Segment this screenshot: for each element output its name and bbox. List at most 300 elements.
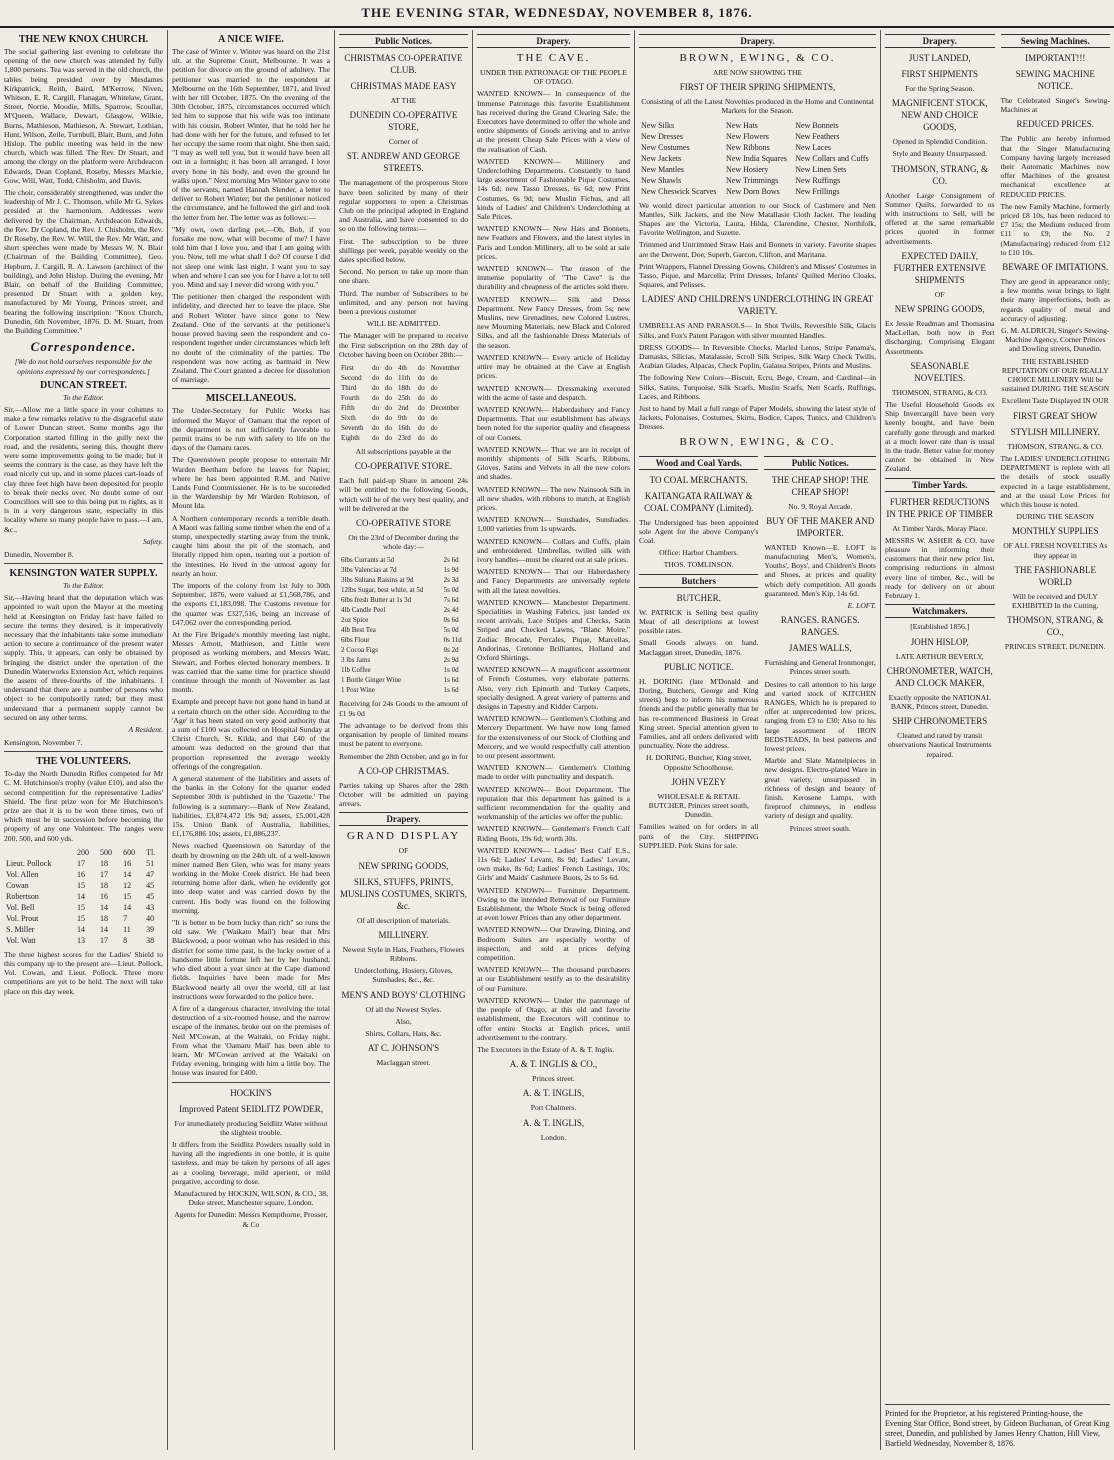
table-cell: 1s 6d (443, 686, 459, 695)
table-cell: 1 Post Wine (341, 686, 375, 695)
ad-text: OF (934, 289, 945, 299)
table-cell: 14 (77, 891, 86, 901)
lower-ads (639, 452, 876, 853)
ad-text: On the 23rd of December during the whole day:— (348, 533, 459, 552)
ad-text: Just to hand by Mail a full range of Paper Models, showing the latest style of Jackets, Polonaises, Costumes, Skirts, Bodice, Capes, Tunics, and Children's Dresses. (639, 404, 876, 432)
letter-salutation: To the Editor. (63, 580, 104, 590)
ad-heading: BROWN, EWING, & CO. (679, 435, 836, 448)
ad-subheading: A. & T. INGLIS, (522, 1088, 585, 1099)
ad-text: G. M. ALDRICH, Singer's Sewing-Machine Agency, Corner Princes and Dowling streets, Dunedin. (1001, 326, 1110, 354)
letter-title: KENSINGTON WATER SUPPLY. (9, 567, 158, 579)
ad-text: Port Chalmers. (530, 1103, 577, 1113)
table-header: Tl. (146, 847, 156, 857)
section-heading: Butchers (639, 574, 758, 588)
ad-text: The Public are hereby informed that the Singer Manufacturing Company having largely increased their Automatic Machines now offer Machines of the greatest mechanical excellence at REDUCED PRICES. (1000, 134, 1110, 199)
ad-text: Receiving for 24s Goods to the amount of £1 9s 0d (339, 699, 468, 718)
table-row (639, 164, 876, 175)
letter-signature: A Resident. (128, 725, 163, 734)
table-cell: Vol. Watt (6, 935, 36, 945)
table-cell: 6lbs Flour (341, 636, 370, 645)
ad-subheading: SILKS, STUFFS, PRINTS, MUSLINS COSTUMES, SKIRTS, &c. (340, 876, 467, 911)
table-cell: New Trimmings (725, 175, 779, 185)
letter-body: Sir,—Allow me a little space in your columns to make a few remarks relative to the disgraceful state of Lower Duncan street. Some months ago the Corporation started filling in the gully next the road, and the residents, seeing this, thought there were some improvements going to be made; but it seems the contrary is the case, as they have left the road nicely cut up, and in some places cart-loads of clay three feet high have been deposited for people to break their necks over. No doubt some of our Councillors will see to this being put to rights, as it is in a very dangerous state, especially in this locality where so many people have to pass.—I am, &c., (4, 404, 163, 534)
table-cell: 1lb Coffee (341, 666, 371, 675)
table-cell: New Laces (795, 142, 832, 152)
table-cell: 12 (123, 880, 132, 890)
wanted-notice: WANTED KNOWN— Under the patronage of the people of Otago, at this old and favorite establishment, the Executors will continue to offer entire Stocks at English prices, until advertisement to the contrary. (477, 995, 630, 1042)
wanted-notice: WANTED KNOWN— Manchester Department. Specialities in Washing Fabrics, just landed ex recent arrivals, Lace Stripes and Checks, Satin Striped and Checked Lawns, "Blanc Moire," Zodiac Brocade, Percales, Pique, Marcellas, Andorinas, Cretonne Brilliantes, Holland and Oxford Shirtings. (477, 597, 630, 662)
ad-text: ARE NOW SHOWING THE (712, 68, 803, 77)
table-row (339, 433, 468, 443)
ad-text: UMBRELLAS AND PARASOLS— In Shot Twills, Reversible Silk, Glacis Silks, and Fox's Patent Paragon with silver mounted Handles. (639, 321, 876, 340)
ad-subheading: THE CHEAP SHOP! THE CHEAP SHOP! (771, 474, 869, 497)
news-item: A general statement of the liabilities and assets of the banks in the Colony for the quarter ended September 30th is published in the 'Gazette.' The following is a summary:—Bank of New Zealand, liabilities, £3,874,472 19s 9d; assets, £5,001,428 15s. Union Bank of Australia, liabilities, £1,176,886 10s; assets, £1,886,237. (172, 774, 330, 839)
ad-subheading: A. & T. INGLIS, (522, 1117, 585, 1128)
ad-text: The Undersigned has been appointed sole Agent for the above Company's Coal. (639, 517, 759, 546)
table-cell: 6lbs fresh Butter at 1s 3d (341, 596, 412, 605)
ad-text: Princes street south. (789, 823, 851, 833)
ad-text: For immediately producing Seidlitz Water without the slightest trouble. (174, 1118, 328, 1137)
table-cell: do (417, 384, 425, 393)
wanted-notice: WANTED KNOWN— Gentlemen's Clothing and Mercery Department. We have now long famed for the extensiveness of our Stock of Clothing and Mercery, and we would respectfully call attention to our present assortment. (477, 714, 630, 761)
ad-text: Manufactured by HOCKIN, WILSON, & CO., 38, Duke street, Manchester square, London. (173, 1188, 329, 1208)
table-cell: do (430, 434, 438, 443)
table-row (4, 891, 163, 902)
table-row (339, 423, 468, 433)
ad-text: Families waited on for orders in all parts of the City. SHIPPING SUPPLIED. Pork Skins for sale. (639, 822, 759, 850)
table-cell: 39 (146, 924, 155, 934)
table-cell: S. Miller (6, 924, 35, 934)
ad-subheading: CHRISTMAS MADE EASY (350, 81, 457, 91)
ad-text: All subscriptions payable at the (355, 447, 452, 457)
section-heading: MISCELLANEOUS. (205, 393, 297, 405)
table-cell: Lieut. Pollock (6, 858, 52, 868)
ad-text: DRESS GOODS— In Reversible Checks, Marled Lenos, Stripe Panama's, Damasks, Silicias, Matalassie, Scroll Silk Stripes, Silk Warp Check Twills, Arabian Glades, Alpacas, Check Poplin, Galatea Stripes, Prints and Muslins. (639, 342, 876, 371)
table-cell: Fifth (341, 404, 355, 413)
wanted-notice: WANTED KNOWN— Sunshades, Sunshades. 1,000 varieties from 1s upwards. (477, 515, 630, 534)
ad-text: Maclaggan street. (376, 1058, 431, 1068)
table-cell: do (372, 364, 380, 373)
table-cell: 2s 6d (443, 556, 459, 565)
table-cell: 3lbs Valencias at 7d (341, 566, 397, 575)
table-cell: New Ruffings (795, 175, 841, 185)
ad-subheading: TO COAL MERCHANTS. (649, 474, 748, 485)
ad-subheading: JOHN VEZEY (671, 776, 727, 787)
table-cell: do (430, 394, 438, 403)
article-body: The choir, considerably strengthened, was under the leadership of Mr J. C. Thomson, while Mr G. Sykes presided at the harmonium. Addresses were delivered by the Chairman, Archdeacon Edwards, the Rev. Dr Copland, the Rev. J. Chisholm, the Rev. Dr Roseby, the Rev. W. Will, the Rev. Mr Watt, and short speeches were made by Messrs W. N. Blair (Chairman of the Building Committee), Geo. Hepburn, J. Cargill, R. A. Lawson (architect of the building), and John Hislop. During the evening, Mr Blair, on behalf of the Building Committee, presented Dr Stuart with a golden key, manufactured by Mr Young, Princes street, and bearing the following inscription: "Knox Church, Dunedin, 6th November, 1876. D. M. Stuart, from the Building Committee." (4, 188, 163, 336)
wanted-notice: WANTED KNOWN— Gentlemen's Clothing made to order with punctuality and despatch. (477, 763, 630, 782)
table-cell: 25th (397, 394, 411, 403)
table-row (639, 131, 876, 142)
section-heading: Timber Yards. (885, 478, 995, 492)
table-cell: do (372, 404, 380, 413)
ad-text: Trimmed and Untrimmed Straw Hats and Bonnets in variety. Favorite shapes are the Derwent, Doe, Superb, Garcon, Clifton, and Maritana. (639, 240, 876, 259)
wanted-notice: WANTED KNOWN— Gentlemen's French Calf Riding Boots, 19s 6d; worth 30s. (477, 824, 630, 843)
news-item: Example and precept have not gone hand in hand at a certain church on the other side. According to the 'Age' it has been stated on very good authority that a sum of £100 was collected on Hospital Sunday at Christ Church, St. Kilda, and that £40 of the amount was deducted on the ground that that proportion represented the average weekly offerings of the congregation. (172, 697, 330, 771)
table-cell: 1s 6d (443, 676, 459, 685)
ad-signature: E. LOFT. (847, 601, 876, 611)
news-item: The Under-Secretary for Public Works has informed the Mayor of Oamaru that the report of the department is not sufficiently favorable to permit trains to be run with safety to life on the days of the Oamaru races. (172, 406, 330, 453)
table-cell: New Silks (641, 120, 675, 130)
table-cell: do (430, 384, 438, 393)
table-header (4, 847, 75, 858)
ad-subheading: SEWING MACHINE NOTICE. (1015, 69, 1095, 91)
section-heading: Drapery. (339, 812, 468, 826)
table-cell: 2s 3d (443, 576, 459, 585)
news-item: News reached Queenstown on Saturday of the death by drowning on the 24th ult. of a well-known miner named Ben Glen, who was for many years working in the Moke Creek district. He had been returning home after dark, when he evidently got into deep water and was carried down by the current. His body was found on the following morning. (172, 841, 330, 915)
table-cell: do (417, 404, 425, 413)
wanted-notice: WANTED KNOWN— Dressmaking executed with the acme of taste and despatch. (477, 383, 630, 402)
table-cell: 38 (146, 935, 155, 945)
table-cell: do (385, 424, 393, 433)
ad-text: The Executors in the Estate of A. & T. Inglis. (477, 1044, 615, 1054)
ad-subheading: SHIP CHRONOMETERS (892, 716, 988, 727)
section-heading: Wood and Coal Yards. (639, 456, 758, 470)
ad-text: For the Spring Season. (905, 84, 975, 93)
table-cell: 16 (123, 858, 132, 868)
ad-subheading: FURTHER REDUCTIONS IN THE PRICE OF TIMBER (886, 496, 994, 519)
ad-text: LATE ARTHUR BEVERLY, (895, 651, 984, 661)
table-cell: New Frillings (795, 186, 840, 196)
ad-text: First. The subscription to be three shillings per week, payable weekly on the dates specified below. (339, 236, 468, 265)
wanted-notice: WANTED KNOWN— Boot Department. The reputation that this department has gained is a sufficient recommendation for the quality and workmanship of the articles we offer the public. (477, 784, 630, 822)
ad-text: Furnishing and General Ironmonger, Princes street south. (764, 658, 876, 677)
section-heading: Public Notices. (339, 34, 468, 48)
ad-subheading: LADIES' AND CHILDREN'S UNDERCLOTHING IN GREAT VARIETY. (641, 294, 874, 317)
wanted-notice: WANTED KNOWN— Every article of Holiday attire may be obtained at the Cave at English prices. (477, 352, 630, 381)
table-cell: 6lbs Currants at 5d (341, 556, 395, 565)
article-body: The petitioner then charged the respondent with infidelity, and directed her to leave the place. She and Robert Winter have since gone to New Zealand. One of the servants at the petitioner's house proved having seen the respondent and co-respondent together under circumstances which left no doubt of the criminality of the parties. The respondent was now acting as barmaid in New Zealand. The Court granted a decree for dissolution of marriage. (172, 292, 330, 385)
table-cell: 18 (100, 858, 109, 868)
table-cell: 40 (146, 913, 155, 923)
table-cell: do (385, 434, 393, 443)
ad-text: Shirts, Collars, Hats, &c. (365, 1028, 442, 1038)
table-cell: 0s 2d (443, 646, 459, 655)
table-cell: 17 (100, 935, 109, 945)
table-row (339, 585, 468, 595)
news-item: A fire of a dangerous character, involving the total destruction of a six-roomed house, and the narrow escape of the inmates, broke out on the premises of Neil M'Cowan, at the Waitaki, on Friday night. From what the 'Oamaru Mail' has been able to learn, Mr M'Cowan arrived at the Waitaki on Friday evening, bringing with him a little boy. The house was insured for £400. (172, 1003, 330, 1078)
goods-grid (639, 120, 876, 197)
ad-subheading: Improved Patent SEIDLITZ POWDER, (179, 1103, 323, 1114)
ad-text: Underclothing, Hosiery, Gloves, Sunshades, &c., &c. (354, 966, 453, 985)
ad-text: W. PATRICK is Selling best quality Meat of all descriptions at lowest possible rates. (639, 607, 759, 636)
table-cell: 11th (397, 374, 411, 383)
table-cell: Eighth (341, 434, 360, 443)
table-cell: New Dorn Bows (725, 186, 780, 196)
table-cell: 11 (123, 924, 131, 934)
table-cell: 16 (77, 869, 86, 879)
news-item: The Queenstown people propose to entertain Mr Warden Beetham before he leaves for Napier, where he has been appointed R.M. and Native Lands Fund Commissioner. He is to be succeeded in the Wardenship by Mr Warden Robinson, of Mount Ida. (172, 455, 330, 511)
divider (172, 1082, 330, 1083)
divider (885, 1404, 1110, 1405)
table-cell: New Linen Sets (795, 164, 847, 174)
lower-ads-left (639, 452, 758, 853)
ad-text: Small Goods always on hand. Maclaggan street, Dunedin, 1876. (639, 638, 759, 657)
table-cell: 1s 9d (443, 566, 459, 575)
table-cell: 2nd (397, 404, 409, 413)
column-6 (881, 30, 1114, 1452)
column-4 (473, 30, 634, 1452)
ad-text: The following New Colors—Biscuit, Ecru, Bege, Cream, and Cardinal—in Silks, Satins, Turquoise, Silk Scarfs, Muslin Scarfs, Nett Scarfs, Ruffings, Laces, and Ribbons. (639, 373, 876, 401)
ad-subheading: MAGNIFICENT STOCK, NEW AND CHOICE GOODS, (891, 98, 988, 133)
table-cell: do (372, 384, 380, 393)
lower-ads-right (764, 452, 876, 853)
ad-text: We would direct particular attention to our Stock of Cashmere and Nett Mantles, Silk Jackets, and the New Matallasie Cloth Jacket. The leading Shapes are the Victoria, Laura, Hilda, Clarendine, Chester, Northfolk, Favorite Wellington, and Suzette. (639, 200, 876, 238)
table-cell: 2s 9d (443, 656, 459, 665)
table-row (339, 605, 468, 615)
ad-text: OF (398, 846, 409, 856)
table-cell: Vol. Allen (6, 869, 39, 879)
table-cell: 2s 4d (443, 606, 459, 615)
table-cell: do (385, 364, 393, 373)
ad-subheading: BUY OF THE MAKER AND IMPORTER. (766, 515, 875, 538)
ad-subheading: MONTHLY SUPPLIES (1011, 526, 1099, 537)
letter-body: Sir,—Having heard that the deputation which was appointed to wait upon the Mayor at the meeting held at Kensington on Friday last have failed to secure the terms they desired, is it imperatively necessary that the inhabitants take some immediate action to secure a continuance of the present water supply. This, it appears, can only be obtained by bringing the district under the operation of the Dunedin Waterworks Extension Act, which requires the assent of three-fourths of the inhabitants. I understand that there are a number of persons who object to be compulsorily rated; but they must understand that a permanent supply cannot be secured on any other terms. (4, 593, 163, 722)
wanted-notice: WANTED KNOWN— Furniture Department. Owing to the intended Removal of our Furniture Establishment, the Whole Stock is being offered at even lower Prices than any other department. (477, 885, 630, 923)
ad-subheading: BEWARE OF IMITATIONS. (1002, 262, 1109, 273)
section-heading: Public Notices. (764, 456, 876, 470)
ad-heading: IMPORTANT!!! (1025, 53, 1086, 63)
table-cell: Robertson (6, 891, 39, 901)
masthead-title: THE EVENING STAR, WEDNESDAY, NOVEMBER 8, 1876. (361, 5, 753, 20)
wanted-notice: WANTED KNOWN— Our Drawing, Dining, and Bedroom Suites are especially worthy of inspection, and sold at prices defying competition. (477, 925, 630, 963)
table-cell: 15 (77, 913, 86, 923)
table-row (639, 120, 876, 131)
table-cell: do (372, 414, 380, 423)
ad-subheading: ST. ANDREW AND GEORGE STREETS. (346, 151, 461, 174)
imprint-footer: Printed for the Proprietor, at his registered Printing-house, the Evening Star Office, Bond street, by Gideon Buchanan, of Great King street, Dunedin, and published by James Henry Chatton, Hill View, Barfield Wednesday, November 8, 1876. (885, 1409, 1110, 1448)
ad-subheading: NEW SPRING GOODS, (358, 860, 449, 871)
ad-text: UNDER THE PATRONAGE OF THE PEOPLE OF OTAGO. (480, 68, 627, 87)
schedule-table (339, 363, 468, 443)
ad-subheading: PUBLIC NOTICE. (663, 661, 734, 672)
article-body: To-day the North Dunedin Rifles competed for Mr C. M. Hutchinson's trophy (value £10), and also the second competition for the representative Ladies' Shield. The first prize won for Mr Hutchinson's prize are that it is to be won three times, two of which must be in succession before becoming the property of any one Volunteer. The ranges were 200, 500, and 600 yds. (4, 769, 163, 843)
article-title: THE NEW KNOX CHURCH. (18, 34, 149, 45)
ad-heading: CHRISTMAS CO-OPERATIVE CLUB. (344, 53, 463, 75)
wanted-notice: WANTED KNOWN— That we are in receipt of monthly shipments of Silk Scarfs, Ribbons, Gloves, Satins and Velvets in all the new colors and shades. (477, 444, 630, 482)
letter-signature: Safety. (142, 536, 163, 546)
ad-text: Newest Style in Hats, Feathers, Flowers Ribbons. (342, 944, 465, 963)
ad-text: Of all description of materials. (357, 915, 450, 925)
table-row (339, 635, 468, 645)
table-cell: New Mantles (641, 164, 684, 174)
table-cell: 8 (123, 935, 128, 945)
section-heading: Drapery. (477, 34, 630, 48)
table-cell: do (430, 374, 438, 383)
ad-text: Princes street. (532, 1074, 575, 1084)
section-heading: Watchmakers. (885, 604, 995, 618)
divider (172, 388, 330, 389)
table-row (339, 393, 468, 403)
masthead (0, 0, 1114, 28)
article-body: The three highest scores for the Ladies' Shield to this company up to the present are—Lieut. Pollock, Vol. Cowan, and Lieut. Pollock. Three more competitions are yet to be held. The next will take place on this day week. (4, 949, 163, 996)
table-row (339, 565, 468, 575)
table-cell: do (385, 404, 393, 413)
column-6-right (1001, 30, 1111, 1400)
table-row (339, 665, 468, 675)
table-cell: 14 (100, 902, 109, 912)
ad-text: Opened in Splendid Condition. (892, 137, 987, 147)
table-row (639, 186, 876, 197)
table-cell: New Shawls (641, 175, 682, 185)
table-cell: Vol. Bell (6, 902, 35, 912)
table-cell: do (430, 414, 438, 423)
ad-text: [Established 1856.] (910, 622, 970, 632)
table-cell: 14 (123, 902, 132, 912)
ad-text: The LADIES' UNDERCLOTHING DEPARTMENT is replete with all the details of stock usually expected in a large establishment, and at the usual Low Prices for which this house is noted. (1000, 453, 1110, 509)
table-cell: New Cheswick Scarves (641, 186, 717, 196)
ad-text: Another Large Consignment of Summer Quilts, forwarded to us with instructions to Sell, will be offered at the same remarkable prices quoted in former advertisements. (885, 190, 995, 246)
table-row (339, 645, 468, 655)
ad-heading: GRAND DISPLAY (346, 830, 461, 843)
table-cell: Sixth (341, 414, 356, 423)
article-body: The case of Winter v. Winter was heard on the 21st ult. at the Supreme Court, Melbourne. It was a petition for divorce on the ground of adultery. The petitioner was married to the respondent at Melbourne on the 16th September, 1871, and lived with her till October, 1875. On the evening of the 30th October, 1875, circumstances occurred which led him to suppose that his wife was too intimate with his cousin, Robert Winter, that he told her he had done with her for the future, and refused to let her occupy the same room that night. She then said, "I may as well tell you, but it would have been all out in a fortnight; it has been all arranged. I love every bone in his body, and even the ground he walks upon." Next morning Mrs Winter gave to one of the servants, named Hannah Slender, a letter to deliver to Robert Winter; but the petitioner noticed the circumstance, and he followed the girl and took the letter from her. The letter was as follows:— (172, 47, 330, 222)
ad-text: THOMSON, STRANG, & CO. (891, 387, 988, 397)
table-cell: 2 Cocoa Figs (341, 646, 378, 655)
column-1 (0, 30, 167, 1452)
ad-text: The Manager will be prepared to receive the First subscription on the 28th day of October having been on October 28th:— (339, 331, 468, 359)
ad-subheading: NEW SPRING GOODS, (894, 304, 985, 315)
ad-text: WILL BE ADMITTED. (366, 319, 441, 329)
ad-subheading: EXPECTED DAILY, FURTHER EXTENSIVE SHIPMENTS (893, 250, 986, 285)
table-cell: 47 (146, 869, 155, 879)
table-cell: 15 (123, 891, 132, 901)
ad-subheading: FIRST GREAT SHOW (1013, 410, 1098, 421)
table-row (339, 685, 468, 695)
table-cell: 16th (397, 424, 411, 433)
ad-text: THOS. TOMLINSON. (663, 560, 734, 570)
ad-subheading: JUST LANDED, (908, 53, 971, 63)
news-item: The imports of the colony from 1st July to 30th September, 1876, were valued at £1,568,786, and the exports £1,183,098. The Customs revenue for the quarter was £327,516, being an increase of £47,062 over the corresponding period. (172, 580, 330, 627)
ad-heading: BROWN, EWING, & CO. (679, 52, 836, 64)
ad-text: No. 9, Royal Arcade. (788, 501, 853, 511)
wanted-notice: WANTED KNOWN— New Hats and Bonnets, new Feathers and Flowers, and the latest styles in Paris and London Millinery, all to be sold at sale prices. (477, 224, 630, 261)
ad-text: Style and Beauty Unsurpassed. (892, 149, 987, 159)
ad-text: THOMSON, STRANG, & CO. (1007, 441, 1104, 451)
ad-text: PRINCES STREET, DUNEDIN. (1004, 642, 1106, 652)
ad-text: London. (540, 1132, 567, 1142)
ad-text: Print Wrappers, Flannel Dressing Gowns, Children's and Misses' Costumes in Tasso, Pique, and Marcella; Print Dresses, Infants' Quilted Merino Cloaks, Squares, and Pelisses. (639, 261, 876, 290)
table-cell: 51 (146, 858, 155, 868)
table-cell: 4th (397, 364, 407, 373)
goods-table (339, 555, 468, 695)
ad-text: Each full paid-up Share in amount 24s will be entitled to the following Goods, which will be of the very best quality, and will be delivered at the (339, 476, 468, 513)
column-5 (635, 30, 880, 1452)
table-cell: New Feathers (795, 131, 840, 141)
ad-text: AT THE (390, 96, 417, 105)
ad-text: Second. No person to take up more than one share. (339, 267, 468, 286)
table-cell: 16 (100, 891, 109, 901)
table-row (4, 858, 163, 869)
ad-text: Marble and Slate Mantelpieces in new designs. Electro-plated Ware in great variety, unsurpassed in richness of design and beauty of finish. Kerosene Lamps, with fireproof chimneys, in endless variety of design and quality. (764, 756, 876, 821)
ad-subheading: AT C. JOHNSON'S (367, 1043, 440, 1054)
wanted-notice: WANTED KNOWN— A magnificent assortment of French Costumes, very elaborate patterns. Also, very rich Epinorth and Turkey Carpets, specially designed. A great variety of patterns and designs in Tapestry and Kidder Carpets. (477, 665, 630, 711)
ad-text: THE ESTABLISHED REPUTATION OF OUR REALLY CHOICE MILLINERY Will be sustained DURING THE SEASON (1001, 356, 1110, 394)
table-cell: Fourth (341, 394, 360, 403)
ad-text: Excellent Taste Displayed IN OUR (1001, 396, 1109, 406)
table-cell: 15 (77, 902, 86, 912)
section-heading: Drapery. (885, 34, 995, 48)
news-item: At the Fire Brigade's monthly meeting last night, Messrs Arnott, Mathieson, and Little were proposed as working members, and Messrs Watt, Stewart, and Forbes elected honorary members. It was carried that the same time for practice should continue through the month of November as last month. (172, 629, 330, 695)
table-row (639, 142, 876, 153)
wanted-notice: WANTED KNOWN— Ladies' Best Calf E.S., 11s 6d; Ladies' Levant, 8s 9d; Ladies' Levant, own make, 8s 6d; Ladies' French Lastings, 10s; Girls' and Maids' Cashmere Boots, 2s to 5s 6d. (477, 845, 630, 883)
table-cell: 4lb Candle Peel (341, 606, 386, 615)
table-cell: 18th (397, 384, 411, 393)
table-cell: 0s 6d (443, 616, 459, 625)
table-cell: 13 (77, 935, 86, 945)
ad-text: Remember the 28th October, and go in for (339, 751, 468, 761)
article-quote: "My own, own darling pet,—Oh, Bob, if you forsake me now, what will become of me? I have told him that I love you, and that I am going with you. Now, tell me what shall I do? Of course I did not sleep one wink last night. I want you to say when and where I can see you for I have a lot to tell you. Mind and say I never did wrong with you." (172, 224, 330, 290)
table-cell: 45 (146, 880, 155, 890)
wanted-notice: WANTED KNOWN— The reason of the immense popularity of "The Cave" is the durability and cheapness of the articles sold there. (477, 264, 630, 292)
table-cell: 3 lbs Jams (341, 656, 371, 665)
wanted-notice: WANTED KNOWN— Haberdashery and Fancy Departments. That our establishment has always been noted for the superior quality and cheapness of our Corsets. (477, 404, 630, 442)
table-cell: New Collars and Cuffs (795, 153, 869, 163)
table-cell: do (430, 424, 438, 433)
ad-text: OF ALL FRESH NOVELTIES As they appear in (1003, 541, 1108, 560)
ad-heading: THOMSON, STRANG, & CO., (1006, 615, 1104, 638)
letter-title: DUNCAN STREET. (39, 379, 128, 391)
ad-text: Consisting of all the Latest Novelties produced in the Home and Continental Markets for the Season. (641, 97, 874, 116)
table-cell: Seventh (341, 424, 364, 433)
table-cell: 3lbs Sultana Raisins at 9d (341, 576, 414, 585)
ad-text: H. DORING (late M'Donald and Doring, Butchers, George and King streets) begs to inform his numerous friends and the public generally that he has re-commenced Business in Great King street. Special attention given to Families, and all orders delivered with punctuality. Note the address. (639, 676, 759, 751)
ad-subheading: DUNEDIN CO-OPERATIVE STORE, (349, 110, 458, 133)
table-cell: do (385, 374, 393, 383)
table-row (339, 373, 468, 383)
table-header: 500 (100, 847, 113, 857)
ad-subheading: KAITANGATA RAILWAY & COAL COMPANY (Limited). (644, 490, 754, 513)
ad-text: Parties taking up Shares after the 28th October will be admitted on paying arrears. (339, 780, 468, 809)
table-cell: 4lb Best Tea (341, 626, 376, 635)
ad-subheading: RANGES. RANGES. RANGES. (780, 615, 860, 638)
ad-text: Office: Harbor Chambers. (659, 548, 739, 558)
ad-subheading: CHRONOMETER, WATCH, AND CLOCK MAKER, (886, 665, 993, 688)
table-cell: December (430, 404, 460, 413)
ad-text: Of all the Newest Styles. (365, 1004, 442, 1014)
ad-subheading: JAMES WALLS, (788, 643, 852, 654)
ad-text: It differs from the Seidlitz Powders usually sold in having all the ingredients in one bottle, it is quite tasteless, and may be taken by persons of all ages as a cooling beverage, mild aperient, or mild purgative, according to dose. (172, 1139, 330, 1186)
table-cell: do (372, 424, 380, 433)
ad-text: The management of the prosperous Store have been solicited by many of their regular supporters to open a Christmas Club on the principal adopted in England and Australia, and have consented to do so on the following terms:— (339, 178, 468, 234)
section-heading: Drapery. (639, 34, 876, 48)
table-row (339, 675, 468, 685)
table-cell: do (417, 424, 425, 433)
wanted-notice: WANTED KNOWN— The thousand purchasers at our Establishment testify as to the desirability of our Furniture. (477, 965, 630, 993)
scores-table (4, 847, 163, 946)
table-cell: 1 Bottle Ginger Wine (341, 676, 402, 685)
ad-subheading: MEN'S AND BOYS' CLOTHING (341, 989, 466, 1000)
ad-subheading: REDUCED PRICES. (1016, 119, 1094, 130)
table-cell: New Jackets (641, 153, 682, 163)
table-cell: 18 (100, 880, 109, 890)
table-row (339, 625, 468, 635)
table-cell: 0s 11d (443, 636, 462, 645)
table-row (339, 615, 468, 625)
table-cell: 14 (77, 924, 86, 934)
table-cell: 43 (146, 902, 155, 912)
ad-text: Ex Jessie Readman and Thomasina MacLellan, both now in Port discharging, Comprising Elegant Assortments (885, 319, 995, 356)
ad-subheading: FIRST SHIPMENTS (901, 69, 979, 79)
table-cell: Cowan (6, 880, 29, 890)
letter-date: Kensington, November 7. (4, 738, 83, 747)
ad-text: The Celebrated Singer's Sewing-Machines at (1000, 96, 1110, 115)
news-item: A Northern contemporary records a terrible death. A Maori was falling some timber when the end of a stump, unexpectedly starting away from the trunk, caught him about the pit of the stomach, and literally ripped him open, tearing out a portion of the intestines. He lived in the utmost agony for nearly an hour. (172, 513, 330, 578)
ad-text: Agents for Dunedin: Messrs Kempthorne, Prosser, & Co (174, 1210, 328, 1229)
table-row (339, 383, 468, 393)
table-cell: New Flowers (725, 131, 769, 141)
wanted-notice: WANTED KNOWN— That our Haberdashery and Fancy Departments are universally replete with all the latest novelties. (477, 567, 630, 595)
